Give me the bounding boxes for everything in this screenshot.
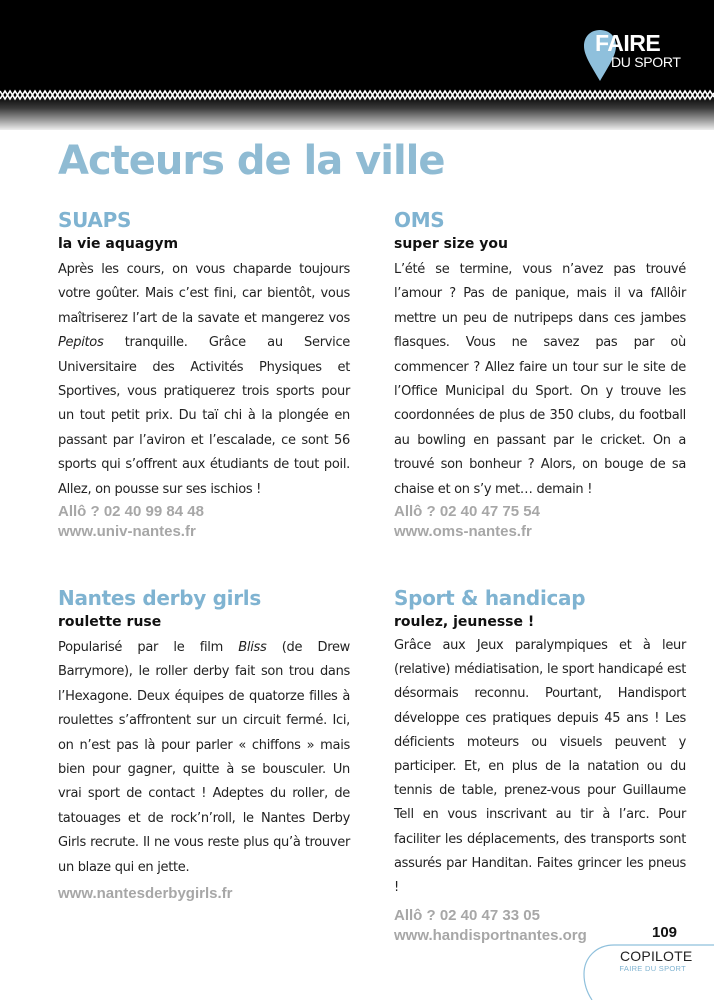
emphasis: Pepitos — [58, 335, 104, 351]
page-title: Acteurs de la ville — [58, 138, 445, 184]
logo-subtitle: DU SPORT — [611, 54, 681, 70]
article-body: Popularisé par le film Bliss (de Drew Barrymore), le roller derby fait son trou dans l’Hexagone. Deux équipes de quatorze filles à roulettes s’affrontent sur un circuit fermé. Ici, on n’est pas là pour parler « chiffons » mais bien pour gagner, quitte à se bousculer. Un vrai sport de contact ! Adeptes du roller, de tatouages et de rock’n’roll, le Nantes Derby Girls recrute. Il ne vous reste plus qu’à trouver un blaze qui en jette. — [58, 640, 350, 875]
article-website[interactable]: www.handisportnantes.org — [394, 927, 587, 945]
faire-du-sport-logo — [582, 28, 692, 88]
article-body: Grâce aux Jeux paralympiques et à leur (relative) médiatisation, le sport handicapé est désormais reconnu. Pourtant, Handisport développe ces pratiques depuis 45 ans ! Les déficients moteurs ou visuels peuvent y participer. Et, en plus de la natation ou du tennis de table, prenez-vous pour Guillaume Tell en vous inscrivant au tir à l’arc. Pour faciliter les déplacements, des transports sont assurés par Handitan. Faites grincer les pneus ! — [394, 638, 686, 896]
article-title: SUAPS — [58, 208, 132, 232]
article-title: OMS — [394, 208, 445, 232]
article-oms — [394, 208, 686, 542]
footer-section: FAIRE DU SPORT — [619, 964, 686, 973]
zigzag-border — [0, 88, 714, 102]
article-subtitle: roulez, jeunesse ! — [394, 614, 535, 630]
emphasis: Bliss — [238, 640, 267, 655]
article-subtitle: super size you — [394, 236, 508, 252]
article-subtitle: la vie aquagym — [58, 236, 179, 252]
article-title: Nantes derby girls — [58, 586, 261, 610]
article-phone: Allô ? 02 40 99 84 48 — [58, 503, 204, 521]
article-sport-handicap — [394, 586, 686, 946]
logo-title: FAIRE — [595, 30, 661, 56]
page-number: 109 — [652, 924, 678, 941]
article-body: Après les cours, on vous chaparde toujours votre goûter. Mais c’est fini, car bientôt, vous maîtriserez l’art de la savate et mangerez vos Pepitos tranquille. Grâce au Service Universitaire des Activités Physiques et Sportives, vous pratiquerez trois sports pour un tout petit prix. Du taï chi à la plongée en passant par l’aviron et l’escalade, ce sont 56 sports qui s’offrent aux étudiants de tout poil. Allez, on pousse sur ses ischios ! — [58, 262, 350, 497]
article-phone: Allô ? 02 40 47 75 54 — [394, 503, 540, 521]
article-phone: Allô ? 02 40 47 33 05 — [394, 907, 540, 925]
article-nantes-derby-girls — [58, 586, 350, 904]
article-title: Sport & handicap — [394, 586, 586, 610]
footer-magazine: COPILOTE — [620, 948, 693, 964]
article-website[interactable]: www.oms-nantes.fr — [394, 523, 532, 541]
article-website[interactable]: www.nantesderbygirls.fr — [58, 885, 233, 903]
article-body: L’été se termine, vous n’avez pas trouvé l’amour ? Pas de panique, mais il va fAllôir mettre un peu de nutripeps dans ces jambes flasques. Vous ne savez pas par où commencer ? Allez faire un tour sur le site de l’Office Municipal du Sport. On y trouve les coordonnées de plus de 350 clubs, du football au bowling en passant par le cricket. On a trouvé son bonheur ? Alors, on bouge de sa chaise et on s’y met… demain ! — [394, 262, 686, 497]
article-website[interactable]: www.univ-nantes.fr — [58, 523, 196, 541]
article-suaps — [58, 208, 350, 542]
article-subtitle: roulette ruse — [58, 614, 162, 630]
